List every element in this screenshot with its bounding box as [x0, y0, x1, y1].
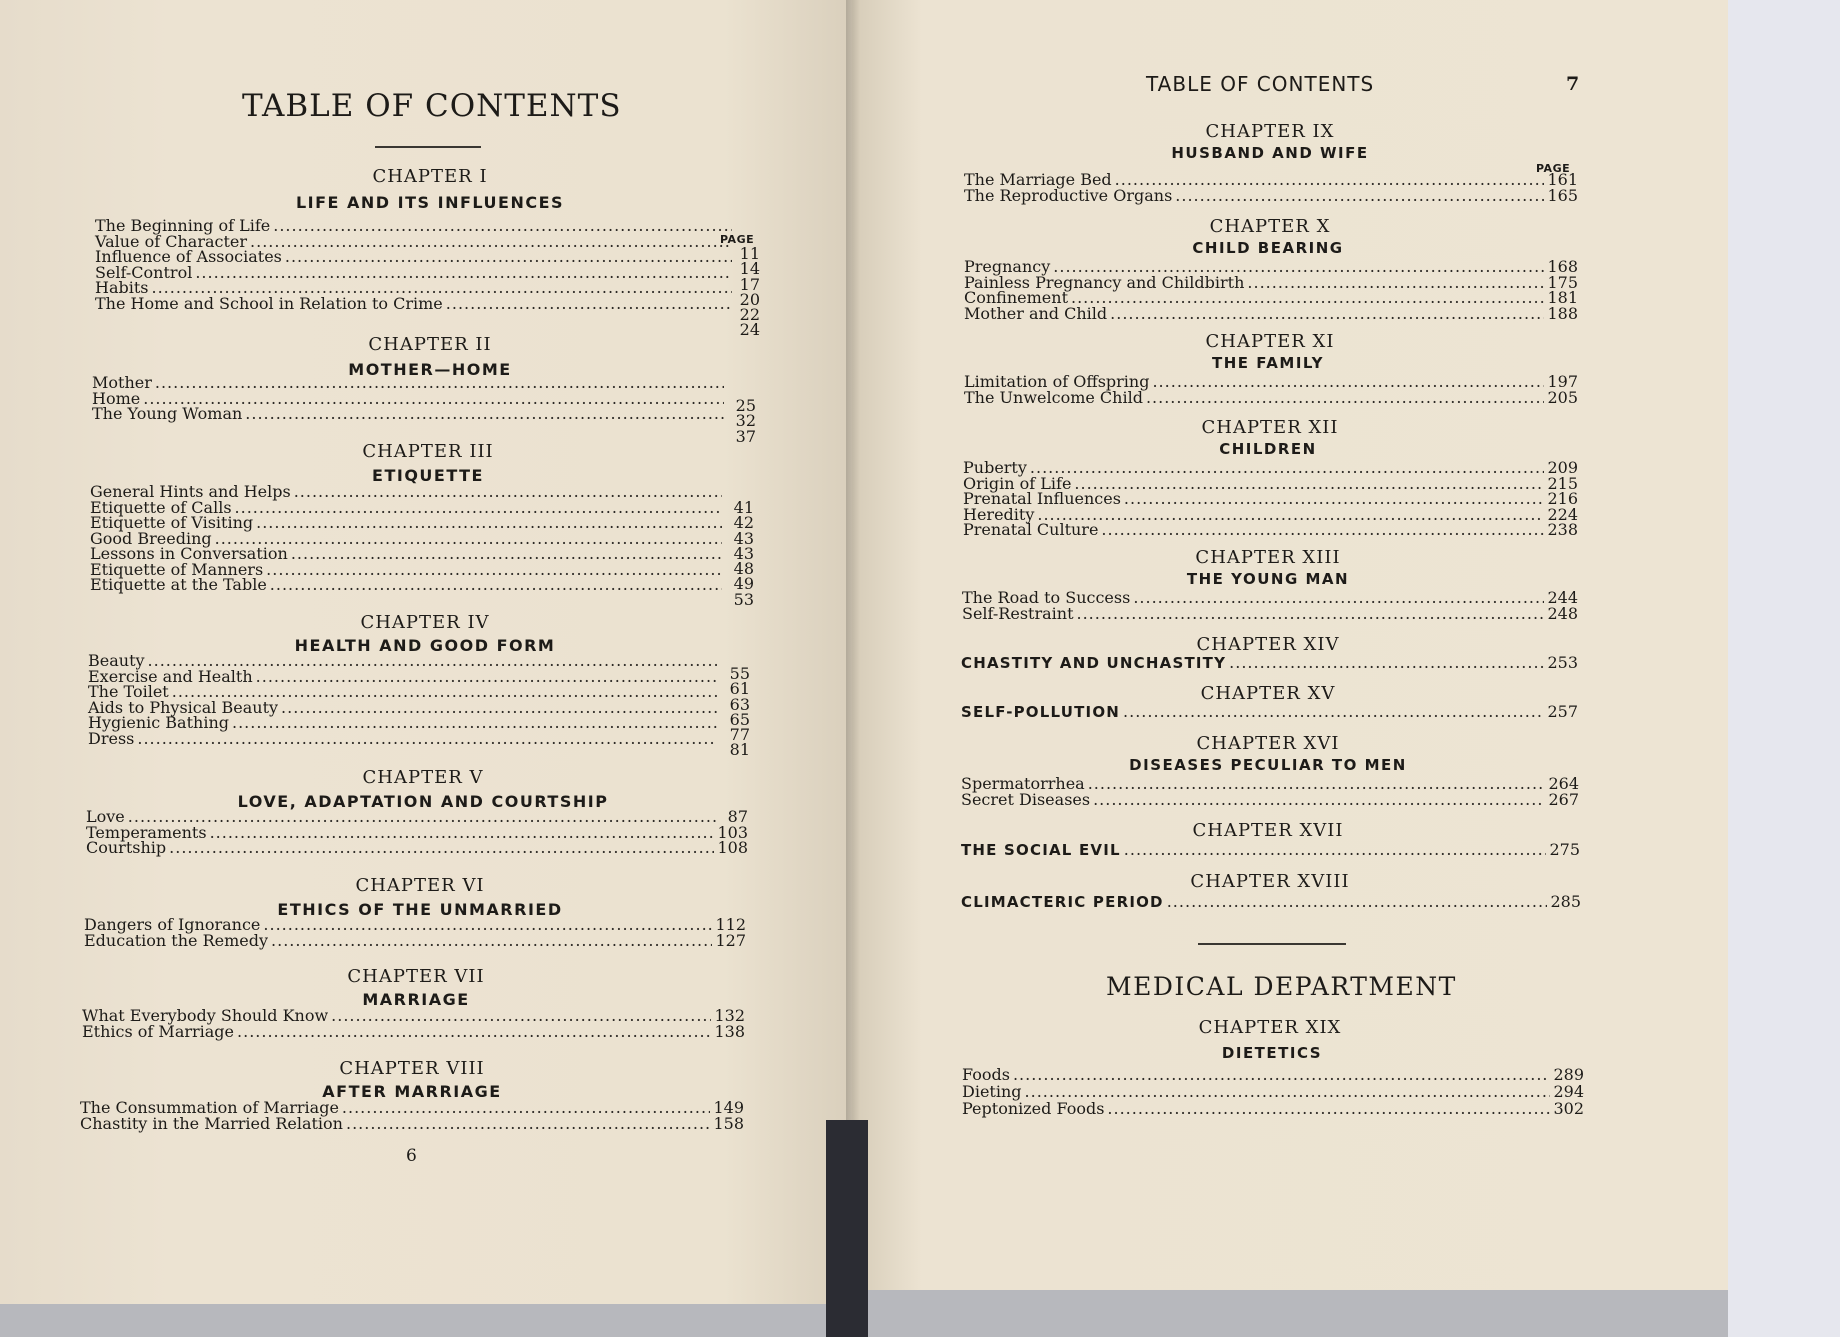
toc-entries	[964, 374, 1578, 405]
title-rule	[375, 146, 481, 148]
toc-entries	[962, 590, 1578, 621]
toc-entry: Origin of Life ..... 215	[963, 476, 1578, 492]
toc-entry: Spermatorrhea ..... 264	[961, 776, 1579, 792]
chapter-heading: CHAPTER I	[372, 166, 488, 187]
toc-entry: The Unwelcome Child ..... 205	[964, 390, 1578, 406]
toc-entry: Love ..... 87	[86, 809, 748, 825]
chapter-subtitle: DIETETICS	[1221, 1044, 1323, 1062]
toc-entry: The Toilet .....	[88, 684, 720, 700]
toc-entry: Temperaments ..... 103	[86, 825, 748, 841]
chapter-subtitle: AFTER MARRIAGE	[322, 1082, 502, 1101]
page-number: 7	[1566, 73, 1580, 95]
section-title: MEDICAL DEPARTMENT	[1106, 972, 1457, 1001]
toc-entries	[961, 776, 1579, 807]
toc-entry: Limitation of Offspring ..... 197	[964, 374, 1578, 390]
chapter-heading: CHAPTER IX	[1205, 121, 1335, 142]
toc-entry: THE SOCIAL EVIL ..... 275	[961, 842, 1580, 858]
chapter-heading: CHAPTER X	[1209, 216, 1331, 237]
toc-entry: Chastity in the Married Relation ..... 158	[80, 1116, 744, 1132]
toc-entry: Self-Restraint ..... 248	[962, 606, 1578, 622]
toc-entry: Influence of Associates .....	[95, 249, 735, 265]
page-numbers: 55 61 63 65 77 81	[729, 664, 750, 760]
toc-entries	[92, 375, 727, 422]
toc-entries	[961, 704, 1578, 720]
toc-entries	[88, 653, 720, 746]
toc-entries	[84, 917, 746, 948]
chapter-heading: CHAPTER V	[362, 767, 484, 788]
chapter-heading: CHAPTER XIX	[1198, 1017, 1342, 1038]
chapter-heading: CHAPTER XVIII	[1190, 871, 1350, 892]
chapter-heading: CHAPTER XII	[1201, 417, 1339, 438]
background-surface	[1728, 0, 1840, 1337]
chapter-subtitle: MOTHER—HOME	[348, 360, 512, 379]
toc-entry: Secret Diseases ..... 267	[961, 792, 1579, 808]
toc-entry: Habits .....	[95, 280, 735, 296]
page-number: 6	[406, 1146, 417, 1166]
page-numbers: 11 14 17 20 22 24	[739, 244, 760, 340]
toc-entry: Dangers of Ignorance ..... 112	[84, 917, 746, 933]
toc-entry: Dress .....	[88, 731, 720, 747]
page-numbers: 41 42 43 43 48 49 53	[733, 498, 754, 609]
chapter-subtitle: ETIQUETTE	[372, 466, 484, 485]
toc-entry: Dieting ..... 294	[962, 1084, 1584, 1101]
toc-entries	[964, 172, 1578, 203]
chapter-subtitle: CHILD BEARING	[1192, 239, 1344, 257]
toc-entries	[961, 655, 1578, 671]
toc-entry: The Young Woman .....	[92, 406, 727, 422]
chapter-subtitle: HEALTH AND GOOD FORM	[294, 636, 556, 655]
chapter-subtitle: DISEASES PECULIAR TO MEN	[1129, 756, 1407, 774]
chapter-subtitle: THE FAMILY	[1212, 354, 1324, 372]
chapter-heading: CHAPTER XIV	[1196, 634, 1340, 655]
toc-entry: Hygienic Bathing .....	[88, 715, 720, 731]
chapter-subtitle: MARRIAGE	[362, 990, 470, 1009]
chapter-heading: CHAPTER VIII	[339, 1058, 485, 1079]
chapter-heading: CHAPTER XIII	[1195, 547, 1341, 568]
toc-entry: Prenatal Culture ..... 238	[963, 522, 1578, 538]
toc-entries	[963, 460, 1578, 538]
chapter-heading: CHAPTER VII	[347, 966, 485, 987]
toc-entry: Peptonized Foods ..... 302	[962, 1101, 1584, 1118]
toc-entry: Mother .....	[92, 375, 727, 391]
toc-entries	[86, 809, 748, 856]
toc-entry: General Hints and Helps .....	[90, 484, 725, 500]
toc-entry: Value of Character .....	[95, 234, 735, 250]
toc-entry: Foods ..... 289	[962, 1067, 1584, 1084]
toc-entries	[962, 1067, 1584, 1118]
chapter-heading: CHAPTER XI	[1205, 331, 1335, 352]
toc-entries	[80, 1100, 744, 1131]
chapter-heading: CHAPTER IV	[360, 612, 490, 633]
chapter-subtitle: LIFE AND ITS INFLUENCES	[295, 193, 565, 212]
toc-entry: Heredity ..... 224	[963, 507, 1578, 523]
toc-entry: The Consummation of Marriage ..... 149	[80, 1100, 744, 1116]
toc-entry: Etiquette of Manners .....	[90, 562, 725, 578]
toc-entries	[90, 484, 725, 593]
toc-entry: The Road to Success ..... 244	[962, 590, 1578, 606]
toc-entry: SELF-POLLUTION ..... 257	[961, 704, 1578, 720]
chapter-heading: CHAPTER XVI	[1196, 733, 1340, 754]
book-spine	[826, 1120, 868, 1337]
chapter-subtitle: LOVE, ADAPTATION AND COURTSHIP	[237, 792, 609, 811]
toc-entry: Beauty .....	[88, 653, 720, 669]
page-title: TABLE OF CONTENTS	[242, 88, 622, 124]
toc-entry: Aids to Physical Beauty .....	[88, 700, 720, 716]
toc-entry: Education the Remedy ..... 127	[84, 933, 746, 949]
toc-entries	[964, 259, 1578, 321]
toc-entry: Exercise and Health .....	[88, 669, 720, 685]
toc-entry: Prenatal Influences ..... 216	[963, 491, 1578, 507]
chapter-subtitle: THE YOUNG MAN	[1186, 570, 1350, 588]
toc-entry: The Home and School in Relation to Crime .....	[95, 296, 735, 312]
page-column-label: PAGE	[1536, 162, 1571, 175]
toc-entry: Home .....	[92, 391, 727, 407]
toc-entry: Puberty ..... 209	[963, 460, 1578, 476]
toc-entry: Mother and Child ..... 188	[964, 306, 1578, 322]
toc-entry: Pregnancy ..... 168	[964, 259, 1578, 275]
running-head: TABLE OF CONTENTS	[1146, 72, 1375, 96]
gutter-shadow	[846, 0, 860, 1300]
toc-entries	[961, 842, 1580, 858]
toc-entries	[82, 1008, 745, 1039]
chapter-subtitle: ETHICS OF THE UNMARRIED	[277, 900, 563, 919]
toc-entry: Self-Control .....	[95, 265, 735, 281]
toc-entry: Painless Pregnancy and Childbirth ..... 175	[964, 275, 1578, 291]
toc-entry: What Everybody Should Know ..... 132	[82, 1008, 745, 1024]
toc-entry: The Marriage Bed ..... 161	[964, 172, 1578, 188]
toc-entry: Etiquette of Visiting .....	[90, 515, 725, 531]
toc-entry: Courtship ..... 108	[86, 840, 748, 856]
page-column-label: PAGE	[720, 233, 755, 246]
toc-entries	[95, 218, 735, 311]
toc-entry: CLIMACTERIC PERIOD ..... 285	[961, 894, 1581, 910]
toc-entry: Lessons in Conversation .....	[90, 546, 725, 562]
toc-entries	[961, 894, 1581, 910]
toc-entry: Etiquette at the Table .....	[90, 577, 725, 593]
chapter-subtitle: HUSBAND AND WIFE	[1171, 144, 1369, 162]
toc-entry: The Reproductive Organs ..... 165	[964, 188, 1578, 204]
chapter-heading: CHAPTER XV	[1200, 683, 1336, 704]
toc-entry: Good Breeding .....	[90, 531, 725, 547]
toc-entry: Confinement ..... 181	[964, 290, 1578, 306]
chapter-heading: CHAPTER XVII	[1192, 820, 1344, 841]
chapter-subtitle: CHILDREN	[1219, 440, 1317, 458]
chapter-heading: CHAPTER VI	[355, 875, 485, 896]
toc-entry: The Beginning of Life .....	[95, 218, 735, 234]
page-numbers: 25 32 37	[735, 396, 756, 446]
toc-entry: Ethics of Marriage ..... 138	[82, 1024, 745, 1040]
toc-entry: Etiquette of Calls .....	[90, 500, 725, 516]
section-rule	[1198, 943, 1346, 945]
chapter-heading: CHAPTER II	[368, 334, 492, 355]
toc-entry: CHASTITY AND UNCHASTITY ..... 253	[961, 655, 1578, 671]
chapter-heading: CHAPTER III	[362, 441, 494, 462]
